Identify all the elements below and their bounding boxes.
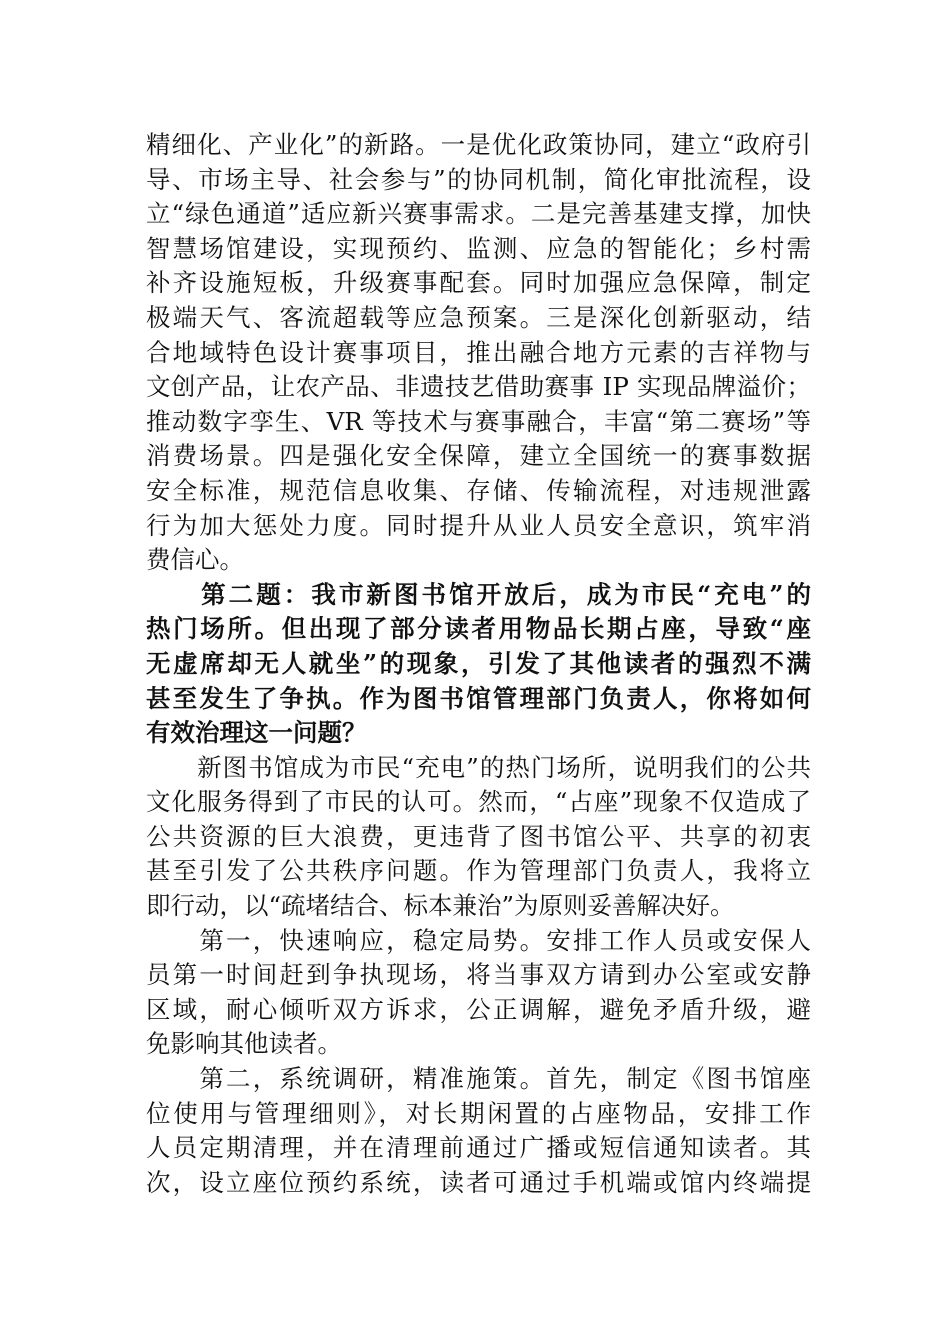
body-text-line: 即行动，以“疏堵结合、标本兼治”为原则妥善解决好。	[146, 891, 735, 921]
body-text-line: 补齐设施短板，升级赛事配套。同时加强应急保障，制定	[146, 268, 811, 298]
question-text-line: 第二题：我市新图书馆开放后，成为市民“充电”的	[146, 579, 811, 609]
body-text-line: 费信心。	[146, 545, 244, 575]
body-text-line: 新图书馆成为市民“充电”的热门场所，说明我们的公共	[146, 752, 811, 782]
body-text-line: 合地域特色设计赛事项目，推出融合地方元素的吉祥物与	[146, 337, 811, 367]
body-text-line: 次，设立座位预约系统，读者可通过手机端或馆内终端提	[146, 1167, 811, 1197]
body-text-line: 第二，系统调研，精准施策。首先，制定《图书馆座	[146, 1064, 811, 1094]
question-text-line: 热门场所。但出现了部分读者用物品长期占座，导致“座	[146, 614, 811, 644]
body-text-line: 智慧场馆建设，实现预约、监测、应急的智能化；乡村需	[146, 233, 811, 263]
document-body	[146, 128, 811, 1200]
body-text-line: 免影响其他读者。	[146, 1029, 342, 1059]
body-text-line: 人员定期清理，并在清理前通过广播或短信通知读者。其	[146, 1133, 811, 1163]
question-text-line: 有效治理这一问题？	[146, 718, 367, 748]
body-text-line: 文化服务得到了市民的认可。然而，“占座”现象不仅造成了	[146, 787, 811, 817]
body-text-line: 安全标准，规范信息收集、存储、传输流程，对违规泄露	[146, 475, 811, 505]
body-text-line: 甚至引发了公共秩序问题。作为管理部门负责人，我将立	[146, 856, 811, 886]
question-text-line: 甚至发生了争执。作为图书馆管理部门负责人，你将如何	[146, 683, 811, 713]
body-text-line: 区域，耐心倾听双方诉求，公正调解，避免矛盾升级，避	[146, 994, 811, 1024]
body-text-line: 行为加大惩处力度。同时提升从业人员安全意识，筑牢消	[146, 510, 811, 540]
body-text-line: 第一，快速响应，稳定局势。安排工作人员或安保人	[146, 925, 811, 955]
body-text-line: 消费场景。四是强化安全保障，建立全国统一的赛事数据	[146, 441, 811, 471]
body-text-line: 推动数字孪生、VR 等技术与赛事融合，丰富“第二赛场”等	[146, 406, 811, 436]
body-text-line: 导、市场主导、社会参与”的协同机制，简化审批流程，设	[146, 164, 811, 194]
body-text-line: 位使用与管理细则》，对长期闲置的占座物品，安排工作	[146, 1098, 811, 1128]
body-text-line: 精细化、产业化”的新路。一是优化政策协同，建立“政府引	[146, 130, 811, 159]
body-text-line: 极端天气、客流超载等应急预案。三是深化创新驱动，结	[146, 302, 811, 332]
body-text-line: 员第一时间赶到争执现场，将当事双方请到办公室或安静	[146, 960, 811, 990]
body-text-line: 文创产品，让农产品、非遗技艺借助赛事 IP 实现品牌溢价；	[146, 372, 811, 402]
question-text-line: 无虚席却无人就坐”的现象，引发了其他读者的强烈不满	[146, 648, 811, 678]
body-text-line: 立“绿色通道”适应新兴赛事需求。二是完善基建支撑，加快	[146, 199, 811, 229]
body-text-line: 公共资源的巨大浪费，更违背了图书馆公平、共享的初衷	[146, 821, 811, 851]
